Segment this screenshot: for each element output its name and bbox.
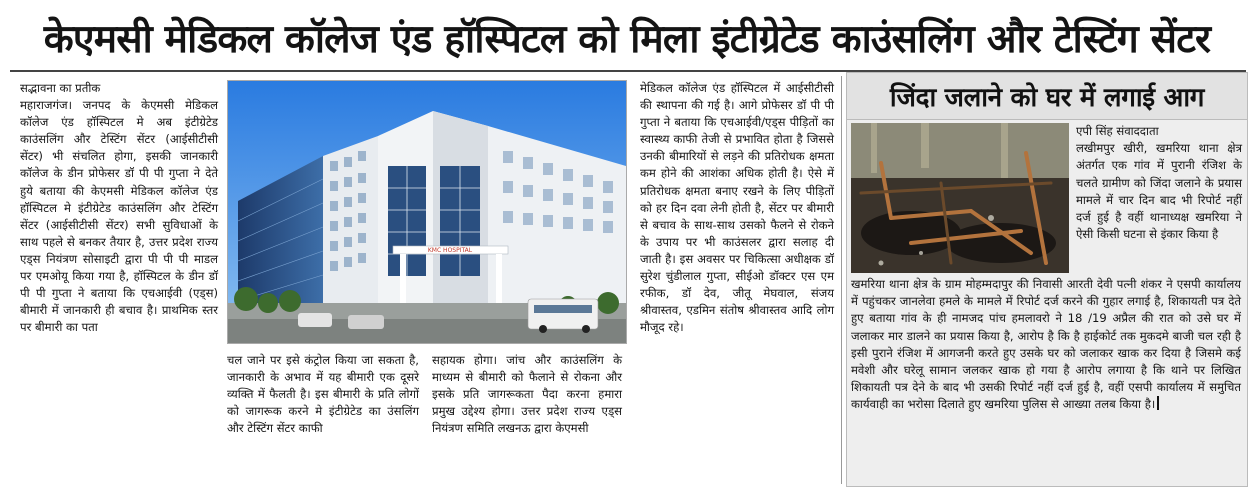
main-story-col4-text: मेडिकल कॉलेज एंड हॉस्पिटल में आईसीटीसी की स्थापना की गई है। आगे प्रोफेसर डॉ पी पी गुप्ता ने बताया कि एचआईवी/एड्स पीड़ितों का स्वास्थ्य काफी तेजी से प्रभावित होता है जिससे उनकी बीमारियों से लड़ने की प्रतिरोधक क्षमता कम होने की आशंका अधिक होती है। ऐसे में प्रतिरोधक क्षमता बनाए रखने के लिए पीड़ितों को हर दिन दवा लेनी होती है, सेंटर पर बीमारी से बचाव के साथ-साथ उसको फैलने से रोकने के उपाय पर भी काउंसलर द्वारा सलाह दी जाती है। इस अवसर पर चिकित्सा अधीक्षक डॉ सुरेश चुंडीलाल गुप्ता, सीईओ डॉक्टर एस एम रफीक, डॉ देव, जीतू मेघवाल, संजय श्रीवास्तव, एडमिन संतोष श्रीवास्तव आदि लोग मौजूद रहे।	[640, 81, 834, 335]
column-divider	[841, 76, 842, 484]
main-story-column-3	[432, 352, 622, 437]
main-story-col3-text: सहायक होगा। जांच और काउंसलिंग के माध्यम से बीमारी को फैलाने से रोकना और इसके प्रति जागरूकता पैदा करना हमारा प्रमुख उद्देश्य होगा। उत्तर प्रदेश राज्य एड्स नियंत्रण समिति लखनऊ द्वारा केएमसी	[432, 353, 622, 436]
main-story-column-4	[640, 80, 834, 336]
burnt-house-photo	[851, 123, 1069, 273]
side-story-body	[851, 276, 1241, 414]
side-story-side-text: लखीमपुर खीरी, खमरिया थाना क्षेत्र अंतर्गत एक गांव में पुरानी रंजिश के चलते ग्रामीण को जिंदा जलाने के प्रयास मामले में चार दिन बाद भी रिपोर्ट नहीं दर्ज हुई है वहीं थानाध्यक्ष खमरिया ने ऐसी किसी घटना से इंकार किया है	[1076, 141, 1242, 242]
main-story-byline: सद्भावना का प्रतीक	[20, 81, 101, 95]
side-story-box	[846, 72, 1248, 487]
headline: केएमसी मेडिकल कॉलेज एंड हॉस्पिटल को मिला इंटीग्रेटेड काउंसलिंग और टेस्टिंग सेंटर	[43, 16, 1211, 62]
side-story-title: जिंदा जलाने को घर में लगाई आग	[847, 73, 1247, 120]
hospital-sign: KMC HOSPITAL	[427, 247, 473, 254]
side-story-byline: एपी सिंह संवाददाता	[1076, 124, 1159, 138]
side-story-intro	[1076, 123, 1242, 243]
burnt-house-illustration	[851, 123, 1069, 273]
main-story-column-2	[227, 352, 419, 437]
hospital-illustration	[228, 81, 626, 343]
main-story-col2-text: चल जाने पर इसे कंट्रोल किया जा सकता है, जानकारी के अभाव में यह बीमारी एक दूसरे व्यक्ति में फैलती है। इस बीमारी के प्रति लोगों को जागरूक करने मे इंटीग्रेटेड का उंसलिंग और टेस्टिंग सेंटर काफी	[227, 353, 419, 436]
side-story-body-text: खमरिया थाना क्षेत्र के ग्राम मोहम्मदापुर की निवासी आरती देवी पत्नी शंकर ने एसपी कार्यालय में पहुंचकर जानलेवा हमले के मामले में रिपोर्ट दर्ज करने की गुहार लगाई है, शिकायती पत्र देते हुए बताया गांव के ही नामजद पांच हमलावरो ने 18 /19 अप्रैल की रात को उसे घर में जलाकर मार डालने का प्रयास किया है, आरोप है कि है हाईकोर्ट तक मुकदमे बाजी चल रही है इसी पुराने रंजिश में आगजनी करते हुए उसके घर को जलाकर खाक कर दिया है जिसमे कई मवेशी और घरेलू सामान जलकर खाक हो गया है आरोप लगाया है कि थाने पर लिखित शिकायती पत्र देने के बाद भी उसकी रिपोर्ट नहीं दर्ज हुई है, वहीं एसपी कार्यालय में समुचित कार्यवाही का भरोसा दिलाते हुए खमरिया पुलिस से आख्या तलब किया है।	[851, 277, 1241, 412]
main-story-col1-text: महाराजगंज। जनपद के केएमसी मेडिकल कॉलेज एंड हॉस्पिटल मे अब इंटीग्रेटेड काउंसलिंग और टेस्टिंग सेंटर (आईसीटीसी सेंटर) भी संचलित होगा, इसकी जानकारी कॉलेज के डीन प्रोफेसर डॉ पी पी गुप्ता ने देते हुये बताया की केएमसी मेडिकल कॉलेज एंड हॉस्पिटल मे इंटीग्रेटेड काउंसलिंग और टेस्टिंग सेंटर (आईसीटीसी सेंटर) सभी सुविधाओं के साथ पहले से बनकर तैयार है, उत्तर प्रदेश राज्य एड्स नियंत्रण सोसाइटी द्वारा पी पी पी माडल पर एमओयू किया गया है, हॉस्पिटल के डीन डॉ पी पी गुप्ता ने बताया कि एचआईवी (एड्स) बीमारी में जानकारी ही बचाव है। प्राथमिक स्तर पर बीमारी का पता	[20, 98, 218, 335]
hospital-photo	[227, 80, 627, 344]
main-story-column-1	[20, 80, 218, 336]
text-cursor	[1157, 396, 1159, 410]
